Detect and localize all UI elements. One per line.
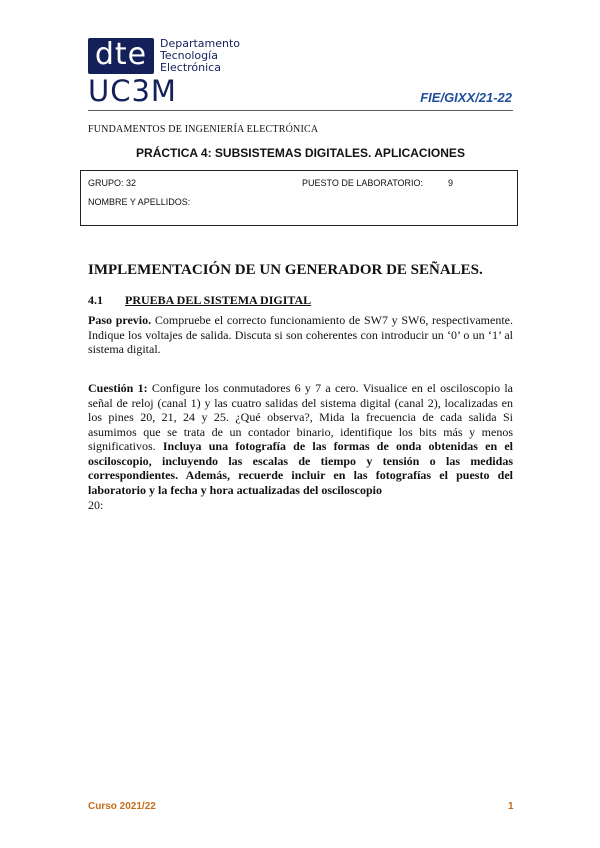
logo-dte: dte <box>88 38 154 74</box>
document-code: FIE/GIXX/21-22 <box>420 90 512 105</box>
dte-uc3m-logo <box>88 36 248 106</box>
practice-title: PRÁCTICA 4: SUBSISTEMAS DIGITALES. APLICACIONES <box>136 146 465 160</box>
page-number: 1 <box>508 801 514 812</box>
main-heading: IMPLEMENTACIÓN DE UN GENERADOR DE SEÑALES. <box>88 262 483 278</box>
group-label: GRUPO: 32 <box>88 178 137 188</box>
dept-line-2: Tecnología <box>160 49 218 62</box>
name-label: NOMBRE Y APELLIDOS: <box>88 197 191 207</box>
paso-previo-text: Compruebe el correcto funcionamiento de SW7 y SW6, respectivamente. Indique los voltajes de salida. Discuta si son coherentes con introducir un ‘0’ o un ‘1’ al sistema digital. <box>88 313 514 356</box>
section-heading <box>88 293 311 308</box>
cuestion-1-instructions: Incluya una fotografía de las formas de onda obtenidas en el osciloscopio, incluyendo las escalas de tiempo y tensión o las medidas correspondientes. Además, recuerde incluir en las fotografías el puesto del laboratorio y la fecha y hora actualizadas del osciloscopio <box>88 439 513 497</box>
student-info-box <box>80 170 518 226</box>
paso-previo-paragraph <box>88 313 513 357</box>
cuestion-1-label: Cuestión 1: <box>88 381 148 395</box>
section-number: 4.1 <box>88 293 103 307</box>
footer-course: Curso 2021/22 <box>88 801 156 812</box>
cuestion-1-paragraph <box>88 381 513 497</box>
header-divider <box>88 110 513 111</box>
logo-uc3m: UC3M <box>88 74 177 108</box>
section-title: PRUEBA DEL SISTEMA DIGITAL <box>125 293 312 307</box>
cuestion-1-text: Configure los conmutadores 6 y 7 a cero. Visualice en el osciloscopio la señal de reloj (canal 1) y las cuatro salidas del sistema digital (canal 2), localizadas en los pines 20, 21, 24 y 25. ¿Qué observa?, Mida la frecuencia de cada salida Si asumimos que se trata de un contador binario, identifique los bits más y menos significativos. <box>88 381 514 453</box>
answer-stub: 20: <box>88 498 104 512</box>
lab-station-label: PUESTO DE LABORATORIO: <box>302 178 424 188</box>
logo-department-text <box>160 38 240 74</box>
dept-line-3: Electrónica <box>160 61 221 74</box>
subject-title: FUNDAMENTOS DE INGENIERÍA ELECTRÓNICA <box>88 124 319 135</box>
dept-line-1: Departamento <box>160 37 241 50</box>
lab-station-value: 9 <box>448 178 454 188</box>
paso-previo-label: Paso previo. <box>88 313 152 327</box>
